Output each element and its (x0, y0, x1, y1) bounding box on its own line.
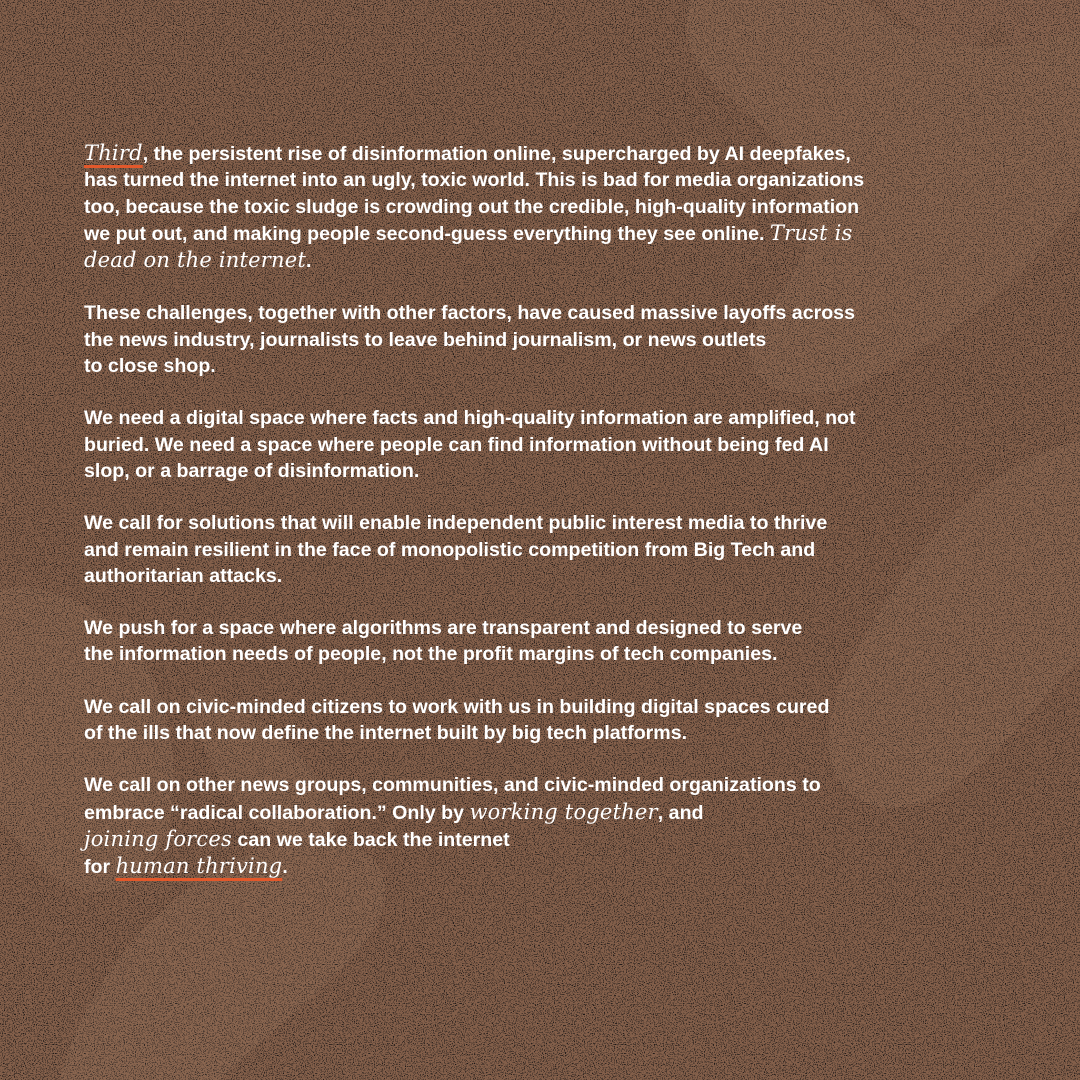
text-line (84, 300, 964, 326)
underlined-emphasis: human thriving (115, 854, 283, 879)
text-run: , and (657, 801, 704, 824)
text-line (84, 140, 964, 167)
text-line (84, 641, 964, 667)
text-run: . (282, 856, 288, 879)
text-run: We push for a space where algorithms are transparent and designed to serve (84, 617, 803, 640)
text-line (84, 510, 964, 536)
text-line (84, 327, 964, 353)
text-line (84, 247, 964, 274)
text-line (84, 353, 964, 379)
text-run: . (305, 250, 312, 273)
text-run: to close shop. (84, 355, 216, 378)
text-run: embrace “radical collaboration.” Only by (84, 801, 470, 824)
text-line (84, 405, 964, 431)
text-run: buried. We need a space where people can find information without being fed AI (84, 433, 829, 456)
paragraph (84, 772, 964, 880)
paragraph (84, 615, 964, 668)
text-line (84, 615, 964, 641)
emphasis-text: joining forces (84, 826, 232, 851)
text-run: We call on other news groups, communities, and civic-minded organizations to (84, 774, 821, 797)
text-line (84, 194, 964, 220)
text-run: and remain resilient in the face of monopolistic competition from Big Tech and (84, 538, 816, 561)
underlined-emphasis: Third (84, 141, 143, 165)
text-run: too, because the toxic sludge is crowding out the credible, high-quality information (84, 195, 860, 218)
emphasis-text: dead on the internet (84, 248, 306, 273)
emphasis-text: working together (469, 799, 658, 824)
manifesto-text (84, 140, 964, 907)
text-line (84, 167, 964, 193)
text-line (84, 537, 964, 563)
text-line (84, 853, 964, 880)
text-line (84, 458, 964, 484)
text-run: the information needs of people, not the profit margins of tech companies. (84, 643, 778, 666)
text-line (84, 799, 964, 826)
paragraph (84, 300, 964, 379)
text-run: of the ills that now define the internet built by big tech platforms. (84, 722, 688, 745)
emphasis-text: Trust is (769, 220, 853, 245)
text-run: These challenges, together with other factors, have caused massive layoffs across (84, 302, 855, 325)
text-run: , the persistent rise of disinformation online, supercharged by AI deepfakes, (142, 143, 851, 165)
text-line (84, 720, 964, 746)
paragraph (84, 140, 964, 274)
text-run: We call for solutions that will enable independent public interest media to thrive (84, 512, 828, 535)
text-line (84, 220, 964, 247)
text-line (84, 826, 964, 853)
text-run: slop, or a barrage of disinformation. (84, 459, 420, 482)
text-run: for (84, 856, 116, 879)
text-run: We need a digital space where facts and high-quality information are amplified, not (84, 407, 856, 430)
paragraph (84, 405, 964, 484)
text-line (84, 694, 964, 720)
text-line (84, 563, 964, 589)
text-line (84, 432, 964, 458)
text-run: has turned the internet into an ugly, toxic world. This is bad for media organizations (84, 169, 865, 192)
text-run: can we take back the internet (231, 828, 510, 851)
paragraph (84, 694, 964, 747)
text-run: We call on civic-minded citizens to work with us in building digital spaces cured (84, 695, 830, 718)
text-line (84, 772, 964, 798)
paragraph (84, 510, 964, 589)
text-run: we put out, and making people second-guess everything they see online. (84, 222, 770, 245)
text-run: authoritarian attacks. (84, 564, 283, 587)
text-run: the news industry, journalists to leave behind journalism, or news outlets (84, 328, 767, 351)
